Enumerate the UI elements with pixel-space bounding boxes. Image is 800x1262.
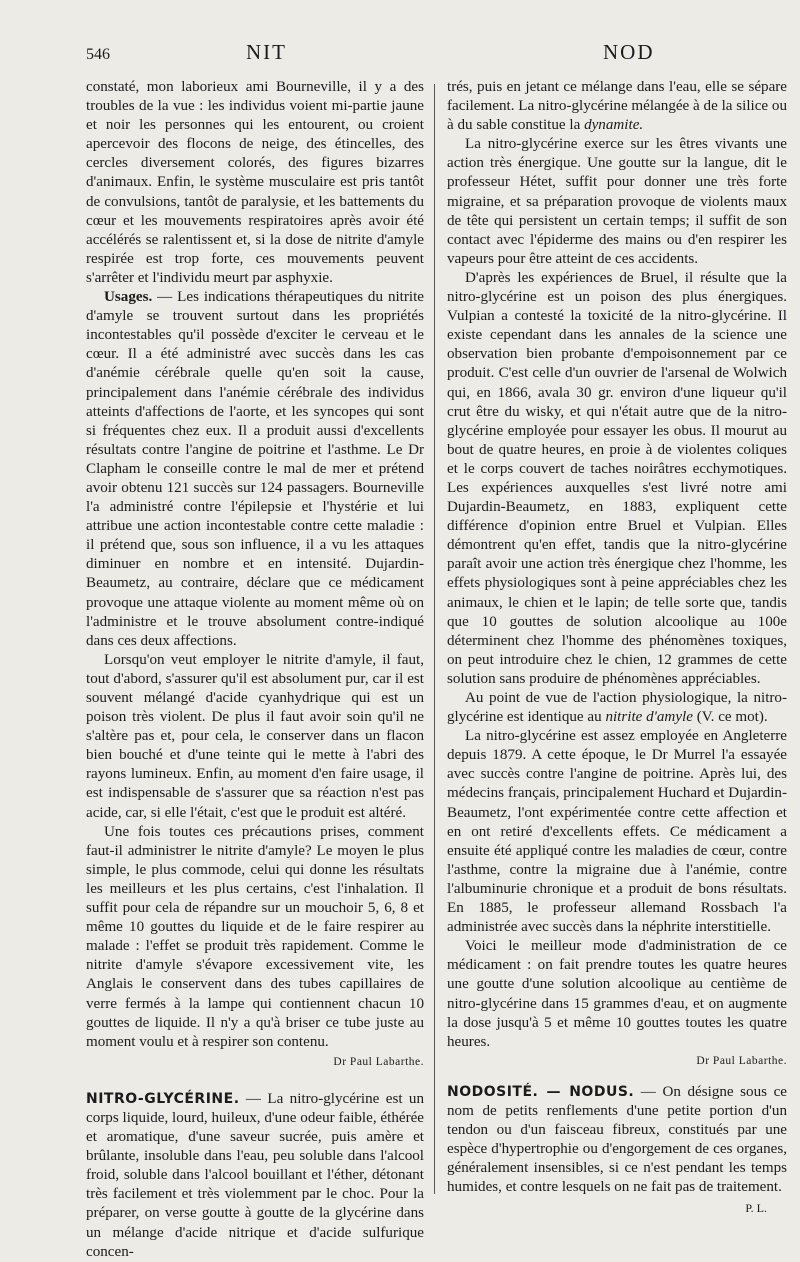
paragraph-dosage: Voici le meilleur mode d'administration de ce médicament : on fait prendre toutes les quatre heures une goutte d'une solution alcoolique au centième de nitro-glycérine dans 15 grammes d'eau, et on augmente la dose jusqu'à 5 et même 10 gouttes toutes les quatre heures. (447, 938, 787, 1050)
paragraph-symptoms: constaté, mon laborieux ami Bourneville, il y a des troubles de la vue : les individus voient mi-partie jaune et noir les personnes qui les entourent, ou croient apercevoir des flocons de neige, des étincelles, des cercles diversement colorés, des figures bizarres d'animaux. Enfin, le système musculaire est pris tantôt de convulsions, tantôt de paralysie, et les battements du cœur et les mouvements respiratoires après avoir été accélérés se ralentissent et, si la dose de nitrite d'amyle respirée est trop forte, ces mouvements peuvent s'arrêter et l'individu meurt par asphyxie. (86, 79, 424, 286)
paragraph-usages (86, 288, 424, 651)
paragraph-purity: Lorsqu'on veut employer le nitrite d'amyle, il faut, tout d'abord, s'assurer qu'il est absolument pur, car il est souvent mélangé d'acide cyanhydrique qui est un poison très violent. De plus il faut avoir soin qu'il ne s'altère pas et, pour cela, le conserver dans un flacon bien bouché et d'une teinte qui le mette à l'abri des rayons lumineux. Enfin, au moment d'en faire usage, il est indispensable de s'assurer que sa réaction n'est pas acide, car, si elle l'était, c'est que le produit est altéré. (86, 651, 424, 821)
dynamite-text: trés, puis en jetant ce mélange dans l'eau, elle se sépare facilement. La nitro-glycérine mélangée à de la silice ou à du sable constitue la (447, 79, 787, 134)
page-header (0, 40, 800, 70)
author-initials: P. L. (745, 1201, 767, 1216)
article-separator (86, 1072, 424, 1090)
physiology-text-end: (V. ce mot). (692, 709, 768, 726)
column-divider (434, 84, 435, 1194)
page-number: 546 (86, 46, 110, 63)
article-separator-right (447, 1071, 787, 1083)
paragraph-physiology (447, 689, 787, 727)
usages-text: — Les indications thérapeutiques du nitrite d'amyle se trouvent surtout dans les propriétés incontestables qu'il possède d'exciter le cerveau et le cœur. Il a été administré avec succès dans les cas d'anémie cérébrale quelle qu'en soit la cause, principalement dans l'anémie cérébrale des individus atteints d'affections de l'aorte, et les syncopes qui sont si fréquentes chez eux. Il a produit aussi d'excellents résultats contre l'angine de poitrine et l'asthme. Le Dr Clapham le conseille contre le mal de mer et prétend avoir obtenu 121 succès sur 124 passagers. Bourneville l'a administré contre l'épilepsie et l'hystérie et lui attribue une action incontestable contre cette maladie : il prétend que, sous son influence, il a vu les attaques diminuer en nombre et en intensité. Dujardin-Beaumetz, au contraire, déclare que ce médicament provoque une attaque violente au moment même où on l'administre et le trouve absolument contre-indiqué dans ces deux affections. (86, 289, 424, 649)
nitroglycerine-text: — La nitro-glycérine est un corps liquide, lourd, huileux, d'une odeur faible, éthérée et aromatique, d'une saveur sucrée, puis amère et brûlante, insoluble dans l'eau, peu soluble dans l'alcool froid, soluble dans l'alcool bouillant et l'éther, détonant très facilement et très violemment par le choc. Pour la préparer, on verse goutte à goutte de la glycérine dans un mélange d'acide nitrique et d'acide sulfurique concen- (86, 1090, 424, 1260)
paragraph-administration: Une fois toutes ces précautions prises, comment faut-il administrer le nitrite d'amyle? Le moyen le plus simple, le plus commode, celui qui donne les résultats les meilleurs et les plus certains, c'est l'inhalation. Il suffit pour cela de répandre sur un mouchoir 5, 6, 8 et même 10 gouttes du liquide et de le faire respirer au malade : l'effet se produit très rapidement. Comme le nitrite d'amyle s'évapore excessivement vite, les Anglais le conservent dans des tubes capillaires de verre fermés à la lampe qui contiennent chacun 10 gouttes de liquide. Il n'y a qu'à briser ce tube juste au moment voulu et à respirer son contenu. (86, 823, 424, 1050)
usages-runin: Usages. (104, 289, 153, 306)
author-signature: Dr Paul Labarthe. (333, 1055, 424, 1068)
paragraph-action: La nitro-glycérine exerce sur les êtres vivants une action très énergique. Une goutte sur la langue, dit le professeur Hétet, suffit pour donner une très forte migraine, et sa préparation provoque de violents maux de tête qui persistent un certain temps; il suffit de son contact avec l'épiderme des mains ou d'en respirer les vapeurs pour être atteint de ces accidents. (447, 136, 787, 267)
paragraph-experiments: D'après les expériences de Bruel, il résulte que la nitro-glycérine est un poison des plus énergiques. Vulpian a contesté la toxicité de la nitro-glycérine. Il existe cependant dans les annales de la science une observation bien probante d'empoisonnement par ce produit. C'est celle d'un ouvrier de l'arsenal de Wolwich qui, en 1866, avala 30 gr. environ d'une liqueur qu'il crut être du wisky, et qui n'était autre que de la nitro-glycérine employée pour essayer les obus. Il mourut au bout de quatre heures, en proie à de violentes coliques et le corps couvert de taches noirâtres ecchymotiques. Les expériences auxquelles s'est livré notre ami Dujardin-Beaumetz, en 1883, expliquent cette différence d'opinion entre Bruel et Vulpian. Elles démontrent qu'en effet, tandis que la nitro-glycérine paraît avoir une action très énergique chez l'homme, les effets physiologiques sont à peine appréciables chez les animaux, le chien et le lapin; de telle sorte que, tandis que 10 gouttes de solution alcoolique au 100e déterminent chez l'homme des phénomènes toxiques, on peut introduire chez le chien, 12 grammes de cette solution sans produire de phénomènes appréciables. (447, 269, 787, 687)
left-column (86, 78, 424, 1262)
paragraph-england: La nitro-glycérine est assez employée en Angleterre depuis 1879. A cette époque, le Dr Murrel l'a essayée avec succès contre l'angine de poitrine. Après lui, des médecins français, principalement Huchard et Dujardin-Beaumetz, l'ont expérimentée contre cette affection et en ont retiré d'excellents effets. Ce médicament a ensuite été appliqué contre les maladies de cœur, contre l'asthme, contre la migraine due à l'anémie, contre l'albuminurie chronique et a produit de bons résultats. En 1885, le professeur allemand Rossbach l'a administrée avec succès dans la néphrite interstitielle. (447, 728, 787, 936)
entry-heading-nitroglycerine: NITRO-GLYCÉRINE. (86, 1090, 240, 1107)
physiology-text: Au point de vue de l'action physiologique, la nitro-glycérine est identique au (447, 690, 787, 726)
entry-heading-nodosite: NODOSITÉ. — NODUS. (447, 1083, 635, 1100)
author-signature-right: Dr Paul Labarthe. (696, 1054, 787, 1067)
paragraph-nitroglycerine (86, 1090, 424, 1262)
nodosite-text: — On désigne sous ce nom de petits renflements d'une petite portion d'un tendon ou d'un faisceau fibreux, constitués par une espèce d'hypertrophie ou d'engorgement de ces organes, généralement insensibles, si ce n'est pendant les temps humides, et contre lesquels on ne fait pas de traitement. (447, 1083, 787, 1196)
right-column (447, 78, 787, 1219)
physiology-italic: nitrite d'amyle (605, 709, 693, 726)
running-head-left: NIT (246, 40, 287, 64)
paragraph-dynamite (447, 78, 787, 135)
dynamite-italic: dynamite. (584, 117, 644, 134)
paragraph-nodosite (447, 1083, 787, 1198)
running-head-right: NOD (603, 40, 655, 64)
